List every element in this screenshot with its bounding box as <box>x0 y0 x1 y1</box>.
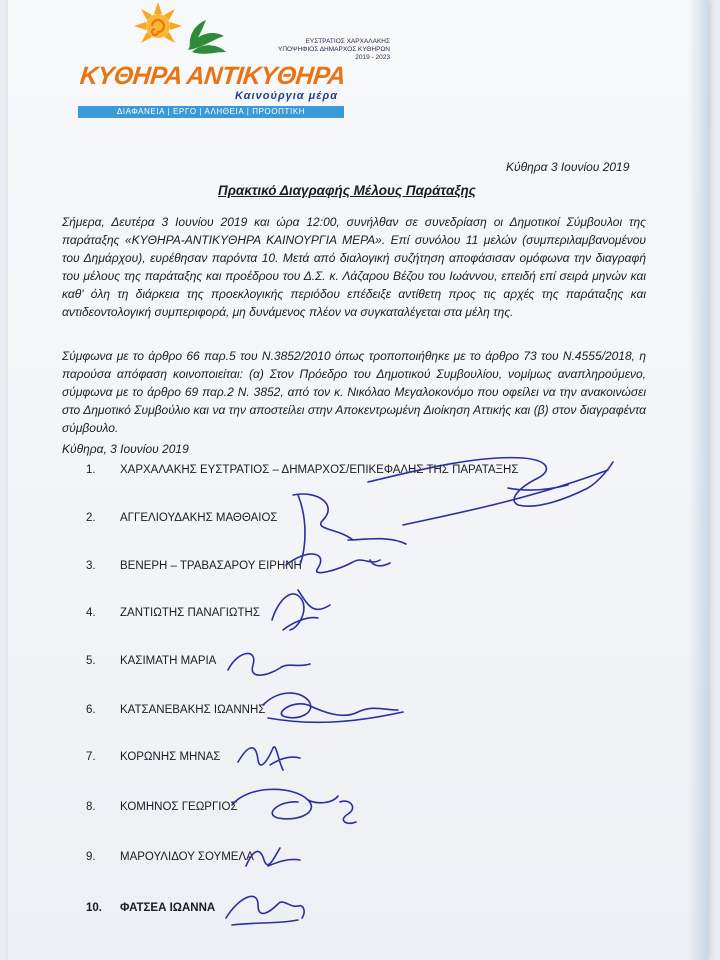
member-row <box>86 560 302 572</box>
member-row <box>86 464 518 476</box>
member-row <box>86 902 215 914</box>
member-name: ΧΑΡΧΑΛΑΚΗΣ ΕΥΣΤΡΑΤΙΟΣ – ΔΗΜΑΡΧΟΣ/ΕΠΙΚΕΦΑΛΗΣ ΤΗΣ ΠΑΡΑΤΑΞΗΣ <box>120 464 519 476</box>
signature-10 <box>226 896 304 925</box>
member-number: 4. <box>86 607 96 619</box>
member-number: 1. <box>86 464 96 476</box>
member-number: 6. <box>86 704 96 716</box>
signature-4 <box>272 590 330 630</box>
member-row <box>86 851 254 863</box>
member-row <box>86 801 238 813</box>
document-title: Πρακτικό Διαγραφής Μέλους Παράταξης <box>218 183 476 198</box>
party-logo <box>70 2 390 122</box>
logo-party-name: ΚΥΘΗΡΑ ΑΝΤΙΚΥΘΗΡΑ <box>78 62 347 90</box>
member-name: ΖΑΝΤΙΩΤΗΣ ΠΑΝΑΓΙΩΤΗΣ <box>120 607 260 619</box>
signature-9 <box>246 848 300 866</box>
member-number: 2. <box>86 512 96 524</box>
member-row <box>86 751 220 763</box>
signatures-layer <box>8 0 708 960</box>
member-name: ΚΑΤΣΑΝΕΒΑΚΗΣ ΙΩΑΝΝΗΣ <box>120 704 266 716</box>
member-row <box>86 655 216 667</box>
place-date: Κύθηρα, 3 Ιουνίου 2019 <box>62 442 189 456</box>
member-number: 8. <box>86 801 96 813</box>
signature-7 <box>238 747 300 770</box>
member-number: 7. <box>86 751 96 763</box>
member-name: ΚΑΣΙΜΑΤΗ ΜΑΡΙΑ <box>120 655 217 667</box>
member-name: ΒΕΝΕΡΗ – ΤΡΑΒΑΣΑΡΟΥ ΕΙΡΗΝΗ <box>120 560 302 572</box>
member-number: 3. <box>86 560 96 572</box>
logo-candidate-text <box>200 38 390 62</box>
logo-tagline: Καινούργια μέρα <box>235 90 339 102</box>
document-date: Κύθηρα 3 Ιουνίου 2019 <box>506 160 630 174</box>
member-row <box>86 607 260 619</box>
candidate-name: ΕΥΣΤΡΑΤΙΟΣ ΧΑΡΧΑΛΑΚΗΣ <box>305 38 390 45</box>
signature-8 <box>232 789 356 823</box>
page-edge-shadow <box>688 0 708 960</box>
member-name: ΜΑΡΟΥΛΙΔΟΥ ΣΟΥΜΕΛΑ <box>120 851 254 863</box>
member-row <box>86 512 278 524</box>
member-name: ΑΓΓΕΛΙΟΥΔΑΚΗΣ ΜΑΘΘΑΙΟΣ <box>120 512 278 524</box>
candidate-term: 2019 - 2023 <box>355 54 390 61</box>
document-page <box>8 0 708 960</box>
member-row <box>86 704 265 716</box>
signature-5 <box>228 654 310 676</box>
logo-values-bar: ΔΙΑΦΑΝΕΙΑ | ΕΡΓΟ | ΑΛΗΘΕΙΑ | ΠΡΟΟΠΤΙΚΗ <box>78 106 344 118</box>
signature-6 <box>263 693 403 722</box>
body-paragraph-1: Σήμερα, Δευτέρα 3 Ιουνίου 2019 και ώρα 12:00, συνήλθαν σε συνεδρίαση οι Δημοτικοί Σύμβουλοι της παράταξης «ΚΥΘΗΡΑ-ΑΝΤΙΚΥΘΗΡΑ ΚΑΙΝΟΥΡΓΙΑ ΜΕΡΑ». Επί συνόλου 11 μελών (συμπεριλαμβανομένου του Δημάρχου), ευρέθησαν παρόντα 10. Μετά από διαλογική συζήτηση αποφάσισαν ομόφωνα την διαγραφή του μέλους της παράταξης και προέδρου του Δ.Σ. κ. Λάζαρου Βέζου του Ιωάννου, επειδή επί σειρά μηνών και καθ' όλη τη διάρκεια της προεκλογικής περιόδου επέδειξε αντίθετη προς τις αρχές της παράταξης και αντιδεοντολογική συμπεριφορά, μη δυνάμενος πλέον να συγκαταλέγεται στα μέλη της. <box>62 215 646 319</box>
body-paragraph-2: Σύμφωνα με το άρθρο 66 παρ.5 του Ν.3852/2010 όπως τροποποιήθηκε με το άρθρο 73 του Ν.4555/2018, η παρούσα απόφαση κοινοποιείται: (α) Στον Πρόεδρο του Δημοτικού Συμβουλίου, νομίμως αναπληρούμενο, σύμφωνα με το άρθρο 69 παρ.2 Ν. 3852, από τον κ. Νικόλαο Μεγαλοκονόμο που οφείλει να την ανακοινώσει στο Δημοτικό Συμβούλιο και να την αποστείλει στην Αποκεντρωμένη Διοίκηση Αττικής και (β) στον διαγραφέντα σύμβουλο. <box>62 349 646 435</box>
member-name: ΚΟΜΗΝΟΣ ΓΕΩΡΓΙΟΣ <box>120 801 238 813</box>
member-name: ΚΟΡΩΝΗΣ ΜΗΝΑΣ <box>120 751 221 763</box>
member-number: 10. <box>86 902 102 914</box>
candidate-role: ΥΠΟΨΗΦΙΟΣ ΔΗΜΑΡΧΟΣ ΚΥΘΗΡΩΝ <box>277 46 390 53</box>
member-name: ΦΑΤΣΕΑ ΙΩΑΝΝΑ <box>120 902 216 914</box>
signature-2 <box>293 494 406 565</box>
member-number: 9. <box>86 851 96 863</box>
member-number: 5. <box>86 655 96 667</box>
